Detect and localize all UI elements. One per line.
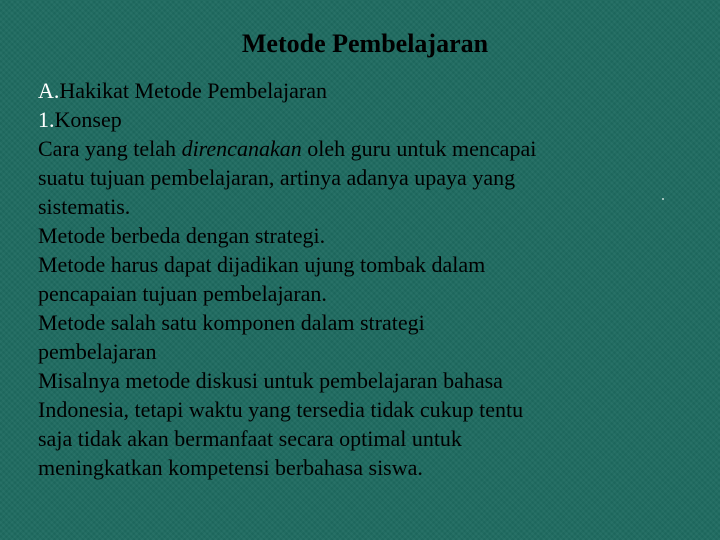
body-line-1-before: Cara yang telah [38, 136, 182, 161]
decorative-dot [662, 198, 664, 200]
slide-body [38, 76, 708, 482]
body-line-8: pembelajaran [38, 339, 157, 364]
heading-1 [38, 105, 708, 134]
body-line-6: pencapaian tujuan pembelajaran. [38, 281, 327, 306]
heading-a [38, 76, 708, 105]
body-line-1-emphasis: direncanakan [181, 136, 302, 161]
heading-1-marker: 1. [38, 107, 55, 132]
body-line-10: Indonesia, tetapi waktu yang tersedia tidak cukup tentu [38, 397, 524, 422]
body-line-12: meningkatkan kompetensi berbahasa siswa. [38, 455, 423, 480]
body-line-2: suatu tujuan pembelajaran, artinya adanya upaya yang [38, 165, 516, 190]
body-line-7: Metode salah satu komponen dalam strategi [38, 310, 425, 335]
slide-title: Metode Pembelajaran [241, 29, 489, 58]
body-line-1 [38, 134, 708, 163]
body-line-9: Misalnya metode diskusi untuk pembelajaran bahasa [38, 368, 503, 393]
body-line-5: Metode harus dapat dijadikan ujung tombak dalam [38, 252, 486, 277]
heading-a-text: Hakikat Metode Pembelajaran [59, 78, 327, 103]
body-line-3: sistematis. [38, 194, 131, 219]
body-line-1-after: oleh guru untuk mencapai [301, 136, 537, 161]
heading-1-text: Konsep [54, 107, 122, 132]
body-line-4: Metode berbeda dengan strategi. [38, 223, 326, 248]
heading-a-marker: A. [38, 78, 60, 103]
body-line-11: saja tidak akan bermanfaat secara optimal untuk [38, 426, 462, 451]
